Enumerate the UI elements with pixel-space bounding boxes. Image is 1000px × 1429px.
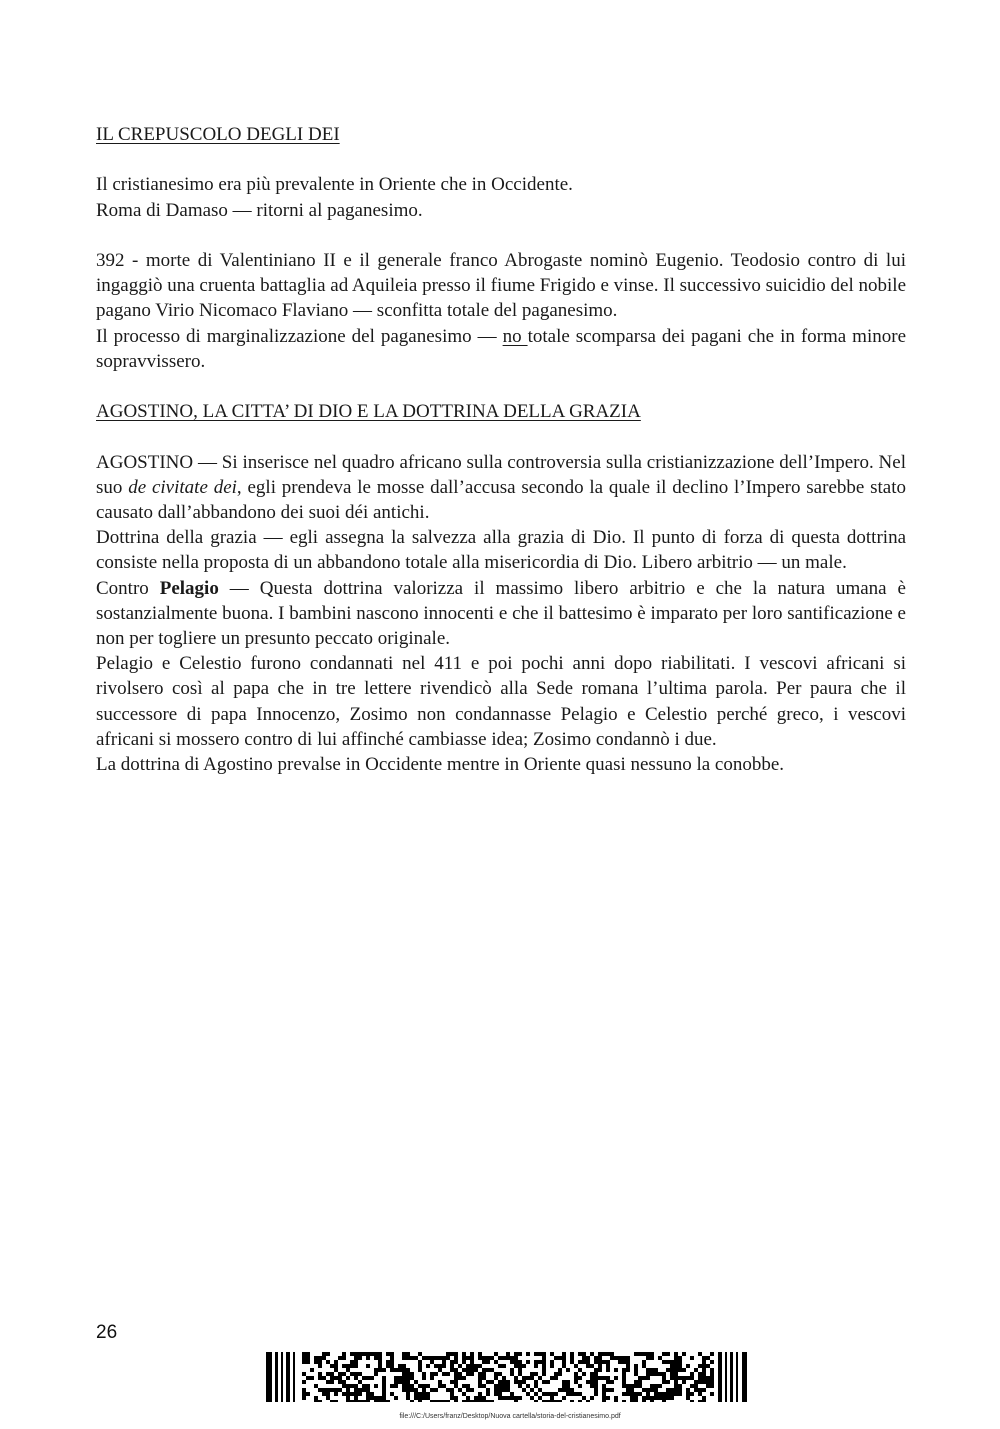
page-content xyxy=(96,122,906,777)
contro-text: — Questa dottrina valorizza il massimo libero arbitrio e che la natura umana è sostanzialmente buona. I bambini nascono innocenti e che il battesimo è imparato per loro santificazione e non per togliere un presunto peccato originale. xyxy=(96,577,906,649)
contro-prefix: Contro xyxy=(96,577,160,599)
underlined-no: no xyxy=(502,325,528,347)
paragraph-roma-damaso: Roma di Damaso — ritorni al paganesimo. xyxy=(96,199,423,221)
paragraph-contro-pelagio xyxy=(96,576,906,652)
marginalizzazione-text: Il processo di marginalizzazione del paganesimo — xyxy=(96,325,503,347)
paragraph-pelagio-celestio: Pelagio e Celestio furono condannati nel 411 e poi pochi anni dopo riabilitati. I vescovi africani si rivolsero così al papa che in tre lettere rivendicò alla Sede romana l’ultima parola. Per paura che il successore di papa Innocenzo, Zosimo non condannasse Pelagio e Celestio perché greco, i vescovi africani si mossero contro di lui affinché cambiasse idea; Zosimo condannò i due. xyxy=(96,653,906,750)
page-number: 26 xyxy=(96,1322,118,1343)
marginalizzazione-rest: totale scomparsa dei pagani che in forma minore sopravvissero. xyxy=(96,325,906,372)
barcode-image xyxy=(266,1352,748,1402)
paragraph-conclusione: La dottrina di Agostino prevalse in Occidente mentre in Oriente quasi nessuno la conobbe. xyxy=(96,754,785,776)
agostino-text: AGOSTINO — Si inserisce nel quadro africano sulla controversia sulla cristianizzazione dell’Impero. Nel suo xyxy=(96,451,906,498)
section-heading-crepuscolo: IL CREPUSCOLO DEGLI DEI xyxy=(96,124,340,145)
paragraph-marginalizzazione xyxy=(96,324,906,374)
paragraph-cristianesimo-oriente: Il cristianesimo era più prevalente in Oriente che in Occidente. xyxy=(96,174,573,196)
agostino-rest: , egli prendeva le mosse dall’accusa secondo la quale il declino l’Impero sarebbe stato causato dall’abbandono dei suoi déi antichi. xyxy=(96,476,907,523)
paragraph-agostino xyxy=(96,450,906,526)
paragraph-dottrina-grazia: Dottrina della grazia — egli assegna la salvezza alla grazia di Dio. Il punto di forza di questa dottrina consiste nella proposta di un abbandono totale alla misericordia di Dio. Libero arbitrio — un male. xyxy=(96,527,906,574)
file-path: file:///C:/Users/franz/Desktop/Nuova cartella/storia-del-cristianesimo.pdf xyxy=(399,1413,621,1420)
bold-pelagio: Pelagio xyxy=(159,577,219,599)
italic-title: de civitate dei xyxy=(128,476,237,498)
paragraph-392: 392 - morte di Valentiniano II e il generale franco Abrogaste nominò Eugenio. Teodosio contro di lui ingaggiò una cruenta battaglia ad Aquileia presso il fiume Frigido e vinse. Il successivo suicidio del nobile pagano Virio Nicomaco Flaviano — sconfitta totale del paganesimo. xyxy=(96,249,906,322)
section-heading-agostino: AGOSTINO, LA CITTA’ DI DIO E LA DOTTRINA DELLA GRAZIA xyxy=(96,401,641,423)
